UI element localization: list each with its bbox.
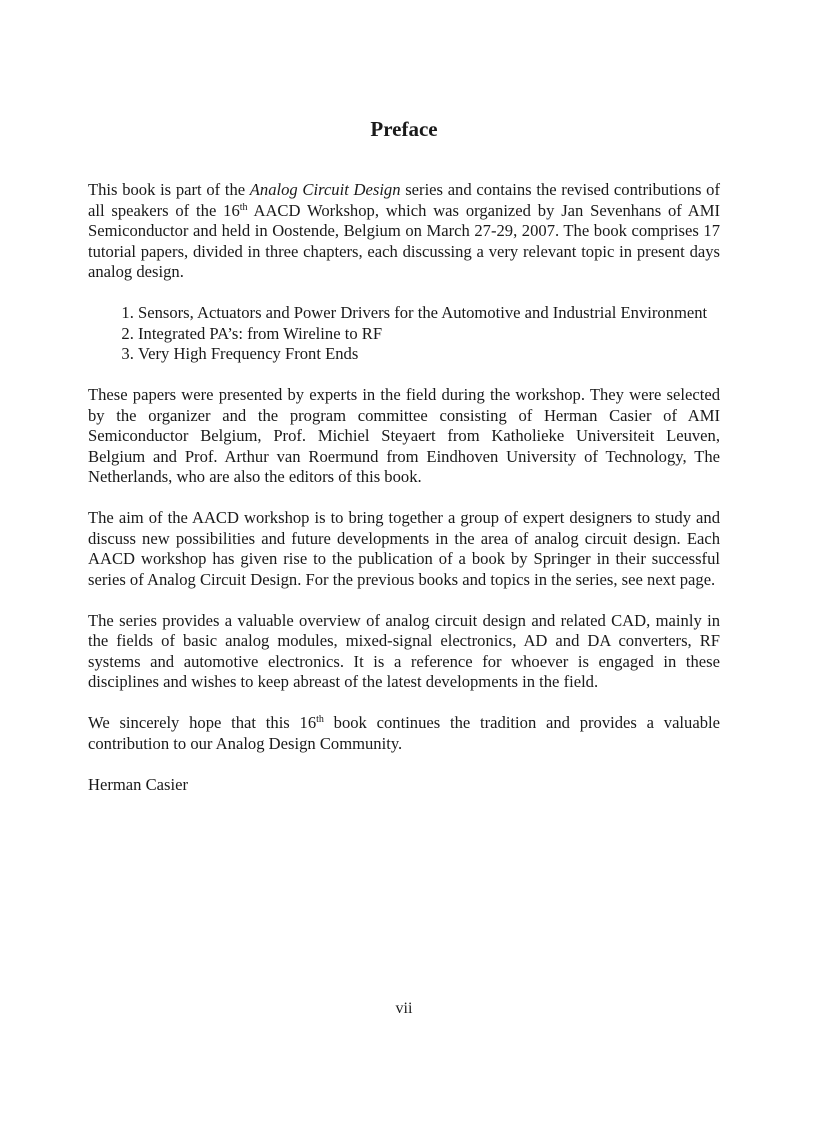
page	[88, 0, 720, 1123]
list-item: 1. Sensors, Actuators and Power Drivers for the Automotive and Industrial Environment	[138, 303, 720, 324]
series-paragraph: The series provides a valuable overview of analog circuit design and related CAD, mainly in the fields of basic analog modules, mixed-signal electronics, AD and DA converters, RF systems and automotive electronics. It is a reference for whoever is engaged in these disciplines and wishes to keep abreast of the latest developments in the field.	[88, 610, 720, 691]
list-item: 3. Very High Frequency Front Ends	[138, 344, 720, 365]
page-title: Preface	[370, 117, 438, 141]
intro-paragraph	[88, 180, 720, 283]
committee-paragraph: These papers were presented by experts in the field during the workshop. They were selected by the organizer and the program committee consisting of Herman Casier of AMI Semiconductor Belgium, Prof. Michiel Steyaert from Katholieke Universiteit Leuven, Belgium and Prof. Arthur van Roermund from Eindhoven University of Technology, The Netherlands, who are also the editors of this book.	[88, 385, 720, 486]
closing-text-b: book continues the tradition and provides a valuable contribution to our Analog Design Community.	[88, 713, 720, 753]
list-item: 2. Integrated PA’s: from Wireline to RF	[138, 324, 720, 345]
page-number: vii	[395, 1000, 413, 1017]
preface-body	[88, 180, 720, 795]
ordinal-suffix: th	[239, 201, 248, 213]
closing-text-a: We sincerely hope that this 16	[88, 713, 317, 732]
signature: Herman Casier	[88, 774, 188, 794]
closing-paragraph	[88, 713, 720, 754]
ordinal-suffix: th	[316, 714, 324, 725]
chapter-list	[88, 303, 720, 365]
intro-text-c: AACD Workshop, which was organized by Jan Sevenhans of AMI Semiconductor and held in Oostende, Belgium on March 27-29, 2007. The book comprises 17 tutorial papers, divided in three chapters, each discussing a very relevant topic in present days analog design.	[88, 200, 720, 281]
intro-text-b: series and contains the revised contributions of all speakers of the 16	[88, 180, 720, 220]
series-title: Analog Circuit Design	[249, 180, 401, 199]
aim-paragraph: The aim of the AACD workshop is to bring together a group of expert designers to study and discuss new possibilities and future developments in the area of analog circuit design. Each AACD workshop has given rise to the publication of a book by Springer in their successful series of Analog Circuit Design. For the previous books and topics in the series, see next page.	[88, 508, 720, 589]
intro-text-a: This book is part of the	[88, 180, 250, 199]
